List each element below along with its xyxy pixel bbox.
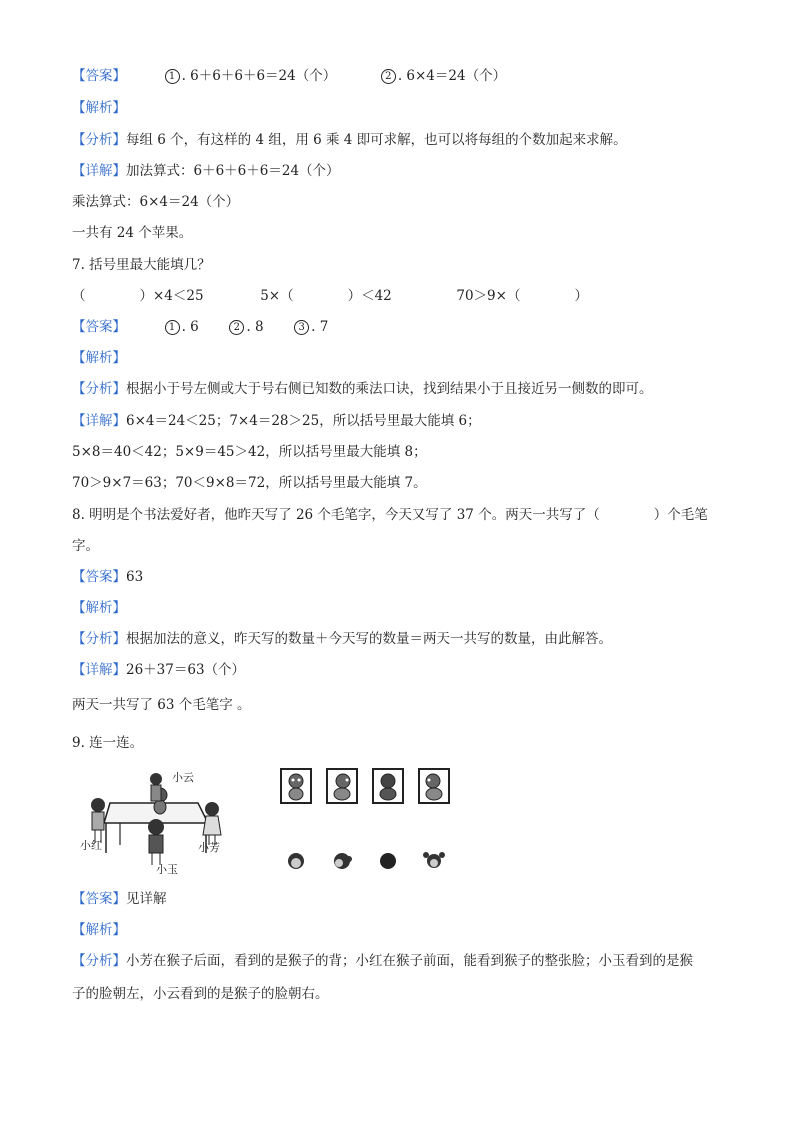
q6-line3: 一共有 24 个苹果。 (72, 225, 193, 241)
q9-fenxi-cont: 子的脸朝左，小云看到的是猴子的脸朝右。 (72, 986, 329, 1002)
q9-jiexi: 【解析】 (72, 922, 126, 938)
q6-answer-line (72, 67, 506, 85)
q7-answer-line (72, 318, 328, 336)
answer-tag: 【答案】 (72, 68, 126, 84)
label-xiaohong: 小红 (80, 839, 102, 852)
q8-xiangjie (72, 661, 245, 679)
q9-answer-line (72, 890, 167, 908)
blank-3: 70＞9×（ ） (456, 288, 588, 304)
label-xiaoyun: 小云 (172, 771, 194, 784)
q7-line2: 5×8＝40＜42；5×9＝45＞42，所以括号里最大能填 8； (72, 444, 427, 460)
fenxi-text: 小芳在猴子后面，看到的是猴子的背；小红在猴子前面，能看到猴子的整张脸；小玉看到的是猴 (126, 953, 693, 969)
answer-tag: 【答案】 (72, 569, 126, 585)
xiangjie-text: 26＋37＝63（个） (126, 662, 246, 678)
monkey-view-frame-2 (326, 768, 358, 804)
xiangjie-text: 加法算式：6＋6＋6＋6＝24（个） (126, 163, 340, 179)
xiangjie-text: 6×4＝24＜25；7×4＝28＞25，所以括号里最大能填 6； (126, 413, 481, 429)
q7-line3: 70＞9×7＝63；70＜9×8＝72，所以括号里最大能填 7。 (72, 475, 427, 491)
blank-2: 5×（ ）＜42 (260, 288, 392, 304)
child-head-icon (423, 852, 445, 868)
monkey-view-frame-1 (280, 768, 312, 804)
q6-jiexi: 【解析】 (72, 100, 126, 116)
q6-line2: 乘法算式：6×4＝24（个） (72, 194, 240, 210)
answer-text: . 8 (246, 319, 264, 335)
q8-question-cont: 字。 (72, 538, 99, 554)
circled-number: 3 (294, 320, 309, 335)
fenxi-text: 根据加法的意义，昨天写的数量＋今天写的数量＝两天一共写的数量，由此解答。 (126, 631, 612, 647)
q7-jiexi: 【解析】 (72, 350, 126, 366)
fenxi-tag: 【分析】 (72, 381, 126, 397)
q8-question: 8. 明明是个书法爱好者，他昨天写了 26 个毛笔字，今天又写了 37 个。两天一共写了（ ）个毛笔 (72, 507, 708, 523)
fenxi-text: 根据小于号左侧或大于号右侧已知数的乘法口诀，找到结果小于且接近另一侧数的即可。 (126, 381, 653, 397)
child-head-icon (380, 853, 396, 869)
table-scene-illustration (80, 765, 240, 875)
q9-figure (80, 765, 480, 880)
q8-fenxi (72, 630, 612, 648)
child-heads-row (284, 849, 464, 873)
answer-text: . 6 (181, 319, 199, 335)
q7-question: 7. 括号里最大能填几？ (72, 257, 211, 273)
monkey-view-frame-3 (372, 768, 404, 804)
q7-fenxi (72, 380, 653, 398)
answer-text: 见详解 (126, 891, 167, 907)
circled-number: 2 (229, 320, 244, 335)
answer-text: . 6＋6＋6＋6＝24（个） (181, 68, 337, 84)
label-xiaofang: 小芳 (198, 841, 220, 854)
circled-number: 1 (165, 69, 180, 84)
answer-tag: 【答案】 (72, 891, 126, 907)
label-xiaoyu: 小玉 (156, 863, 178, 876)
q6-xiangjie (72, 162, 340, 180)
fenxi-tag: 【分析】 (72, 631, 126, 647)
q6-fenxi (72, 131, 627, 149)
xiangjie-tag: 【详解】 (72, 662, 126, 678)
circled-number: 2 (381, 69, 396, 84)
answer-text: . 6×4＝24（个） (397, 68, 507, 84)
q8-line2: 两天一共写了 63 个毛笔字 。 (72, 697, 251, 713)
q9-question: 9. 连一连。 (72, 735, 144, 751)
child-head-icon (288, 853, 304, 869)
fenxi-tag: 【分析】 (72, 953, 126, 969)
monkey-face-side-icon (420, 770, 448, 802)
answer-text: . 7 (311, 319, 329, 335)
q7-blanks (72, 287, 588, 305)
xiangjie-tag: 【详解】 (72, 163, 126, 179)
q8-answer-line (72, 568, 143, 586)
q7-xiangjie (72, 412, 481, 430)
answer-tag: 【答案】 (72, 319, 126, 335)
q8-jiexi: 【解析】 (72, 600, 126, 616)
child-head-icon (334, 853, 352, 869)
monkey-back-icon (374, 770, 402, 802)
blank-1: （ ）×4＜25 (72, 288, 204, 304)
monkey-view-frame-4 (418, 768, 450, 804)
answer-text: 63 (126, 569, 144, 585)
monkey-face-front-icon (282, 770, 310, 802)
monkey-face-side-icon (328, 770, 356, 802)
xiangjie-tag: 【详解】 (72, 413, 126, 429)
q9-fenxi (72, 952, 693, 970)
circled-number: 1 (165, 320, 180, 335)
fenxi-tag: 【分析】 (72, 132, 126, 148)
fenxi-text: 每组 6 个，有这样的 4 组，用 6 乘 4 即可求解，也可以将每组的个数加起来求解。 (126, 132, 627, 148)
